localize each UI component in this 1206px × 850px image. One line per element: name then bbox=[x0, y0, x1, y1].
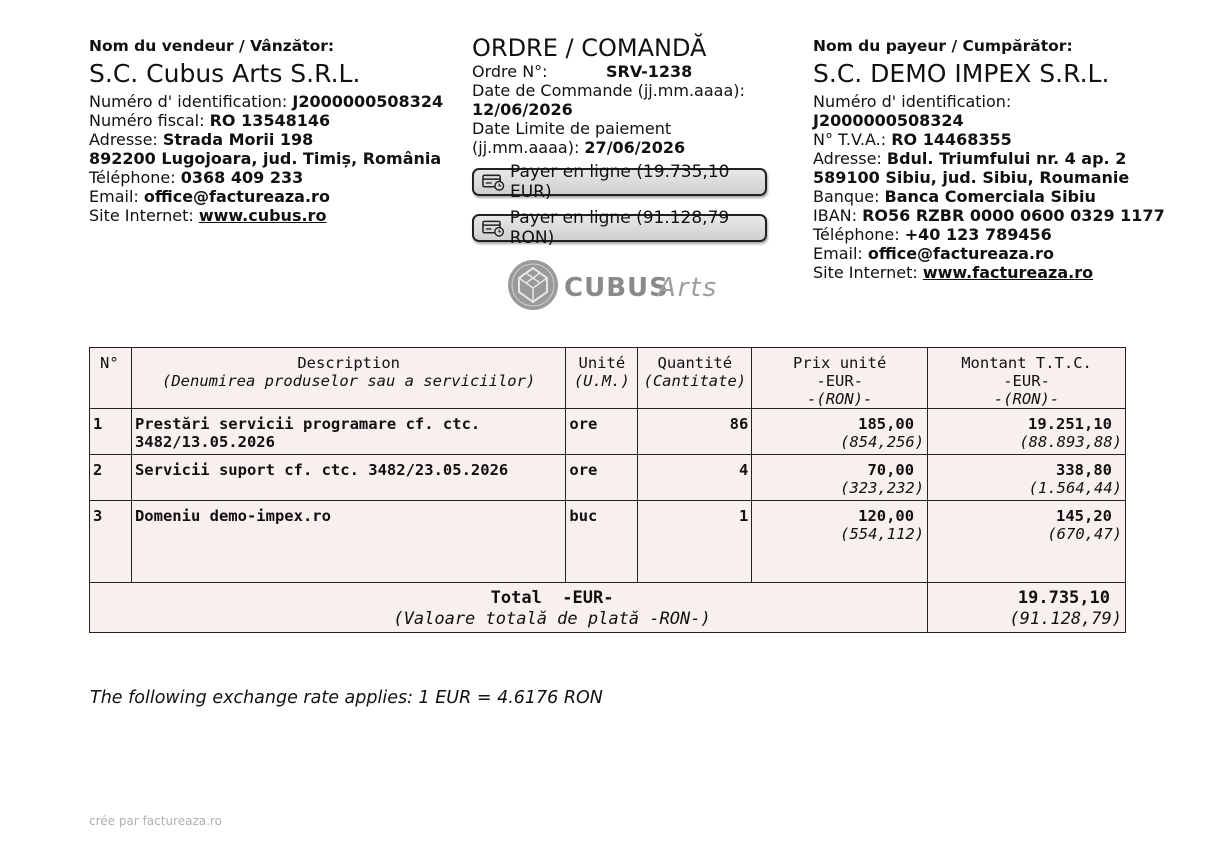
row-unit-price bbox=[752, 455, 928, 501]
exchange-rate-note: The following exchange rate applies: 1 EUR = 4.6176 RON bbox=[90, 688, 603, 708]
seller-id-value: J2000000508324 bbox=[292, 92, 444, 111]
table-row bbox=[90, 409, 1126, 455]
buyer-address-label: Adresse: bbox=[813, 149, 882, 168]
row-unit-price-eur: 120,00 bbox=[858, 507, 915, 525]
row-amount-eur: 338,80 bbox=[1056, 461, 1112, 479]
header-quantity bbox=[638, 348, 752, 409]
header-no bbox=[90, 348, 132, 409]
row-quantity: 4 bbox=[638, 455, 752, 501]
seller-name: S.C. Cubus Arts S.R.L. bbox=[89, 59, 361, 88]
seller-site-label: Site Internet: bbox=[89, 206, 194, 225]
buyer-iban-label: IBAN: bbox=[813, 206, 857, 225]
buyer-vat-label: N° T.V.A.: bbox=[813, 130, 887, 149]
header-unit-sub: (U.M.) bbox=[573, 372, 630, 390]
row-unit: buc bbox=[566, 501, 638, 583]
row-description bbox=[131, 455, 565, 501]
row-quantity: 1 bbox=[638, 501, 752, 583]
order-number-label: Ordre N°: bbox=[472, 62, 548, 81]
buyer-vat-value: RO 14468355 bbox=[891, 130, 1012, 149]
header-unit-price-eur: -EUR- bbox=[816, 372, 864, 390]
row-unit: ore bbox=[566, 409, 638, 455]
row-amount-ron: (670,47) bbox=[1047, 525, 1122, 543]
header-unit-price-label: Prix unité bbox=[793, 354, 887, 372]
seller-address-line1: Strada Morii 198 bbox=[162, 130, 314, 149]
row-unit: ore bbox=[566, 455, 638, 501]
order-due-label-line2: (jj.mm.aaaa): bbox=[472, 138, 580, 157]
seller-tax-label: Numéro fiscal: bbox=[89, 111, 205, 130]
total-amount-cell bbox=[928, 583, 1126, 633]
total-label-cell bbox=[90, 583, 928, 633]
total-eur: 19.735,10 bbox=[1017, 588, 1110, 608]
row-amount-ron: (1.564,44) bbox=[1028, 479, 1122, 497]
seller-block bbox=[89, 37, 443, 225]
row-amount-eur: 19.251,10 bbox=[1028, 415, 1112, 433]
buyer-bank-label: Banque: bbox=[813, 187, 880, 206]
order-title: ORDRE / COMANDĂ bbox=[472, 34, 707, 62]
buyer-iban-value: RO56 RZBR 0000 0600 0329 1177 bbox=[862, 206, 1165, 225]
items-table bbox=[89, 347, 1126, 633]
buyer-id-value: J2000000508324 bbox=[813, 111, 964, 130]
buyer-site-label: Site Internet: bbox=[813, 263, 918, 282]
row-unit-price bbox=[752, 501, 928, 583]
pay-online-ron-button[interactable] bbox=[472, 208, 767, 248]
seller-email-value: office@factureaza.ro bbox=[143, 187, 330, 206]
header-amount bbox=[928, 348, 1126, 409]
row-unit-price-ron: (323,232) bbox=[840, 479, 925, 497]
pay-online-eur-button[interactable] bbox=[472, 162, 767, 202]
header-amount-ron: -(RON)- bbox=[993, 390, 1060, 408]
buyer-details bbox=[813, 92, 1165, 282]
order-block bbox=[472, 34, 745, 157]
buyer-block bbox=[813, 37, 1165, 282]
seller-id-label: Numéro d' identification: bbox=[89, 92, 288, 111]
total-row bbox=[90, 583, 1126, 633]
total-ron: (91.128,79) bbox=[1009, 609, 1122, 629]
buyer-bank-value: Banca Comerciala Sibiu bbox=[884, 187, 1096, 206]
row-amount bbox=[928, 455, 1126, 501]
table-row bbox=[90, 455, 1126, 501]
buyer-address-line2: 589100 Sibiu, jud. Sibiu, Roumanie bbox=[813, 168, 1130, 187]
row-unit-price-eur: 185,00 bbox=[858, 415, 915, 433]
row-description-line1: Servicii suport cf. ctc. 3482/23.05.2026 bbox=[134, 461, 509, 479]
header-quantity-label: Quantité bbox=[657, 354, 733, 372]
seller-phone-value: 0368 409 233 bbox=[180, 168, 304, 187]
seller-details bbox=[89, 92, 443, 225]
header-amount-eur: -EUR- bbox=[1003, 372, 1050, 390]
row-unit-price bbox=[752, 409, 928, 455]
header-description-sub: (Denumirea produselor sau a serviciilor) bbox=[162, 372, 536, 390]
buyer-name: S.C. DEMO IMPEX S.R.L. bbox=[813, 59, 1110, 88]
row-quantity: 86 bbox=[638, 409, 752, 455]
seller-email-label: Email: bbox=[89, 187, 139, 206]
header-quantity-sub: (Cantitate) bbox=[643, 372, 747, 390]
pay-online-ron-label: Payer en ligne (91.128,79 RON) bbox=[509, 208, 730, 248]
buyer-heading: Nom du payeur / Cumpărător: bbox=[813, 37, 1073, 55]
row-description-line1: Prestări servicii programare cf. ctc. bbox=[134, 415, 481, 433]
table-header-row bbox=[90, 348, 1126, 409]
header-unit-price bbox=[752, 348, 928, 409]
row-no: 2 bbox=[90, 455, 132, 501]
order-number-value: SRV-1238 bbox=[606, 62, 693, 81]
header-amount-label: Montant T.T.C. bbox=[961, 354, 1092, 372]
order-date-label: Date de Commande (jj.mm.aaaa): bbox=[472, 81, 745, 100]
header-description bbox=[131, 348, 565, 409]
row-amount-ron: (88.893,88) bbox=[1019, 433, 1122, 451]
buyer-email-label: Email: bbox=[813, 244, 863, 263]
seller-site-link[interactable]: www.cubus.ro bbox=[198, 206, 327, 225]
header-description-label: Description bbox=[297, 354, 400, 372]
card-payment-icon bbox=[482, 172, 505, 192]
row-unit-price-ron: (554,112) bbox=[840, 525, 925, 543]
buyer-phone-label: Téléphone: bbox=[813, 225, 900, 244]
card-payment-icon bbox=[482, 218, 505, 238]
row-amount bbox=[928, 501, 1126, 583]
row-amount-eur: 145,20 bbox=[1056, 507, 1112, 525]
header-no-label: N° bbox=[100, 354, 119, 372]
order-details bbox=[472, 62, 745, 157]
total-label-ron: (Valoare totală de plată -RON-) bbox=[393, 609, 711, 629]
cubus-arts-logo bbox=[506, 258, 742, 312]
pay-online-eur-label: Payer en ligne (19.735,10 EUR) bbox=[509, 162, 730, 202]
row-description bbox=[131, 409, 565, 455]
total-label: Total -EUR- bbox=[490, 588, 614, 608]
seller-address-line2: 892200 Lugojoara, jud. Timiș, România bbox=[89, 149, 442, 168]
header-unit bbox=[566, 348, 638, 409]
seller-address-label: Adresse: bbox=[89, 130, 158, 149]
order-due-label-line1: Date Limite de paiement bbox=[472, 119, 672, 138]
buyer-phone-value: +40 123 789456 bbox=[904, 225, 1052, 244]
seller-tax-value: RO 13548146 bbox=[209, 111, 331, 130]
order-date-value: 12/06/2026 bbox=[472, 100, 573, 119]
buyer-address-line1: Bdul. Triumfului nr. 4 ap. 2 bbox=[886, 149, 1127, 168]
svg-text:Arts: Arts bbox=[658, 273, 719, 303]
row-unit-price-ron: (854,256) bbox=[840, 433, 925, 451]
row-no: 1 bbox=[90, 409, 132, 455]
row-amount bbox=[928, 409, 1126, 455]
credit-footer: crée par factureaza.ro bbox=[89, 814, 222, 828]
row-no: 3 bbox=[90, 501, 132, 583]
row-description bbox=[131, 501, 565, 583]
table-row bbox=[90, 501, 1126, 583]
order-due-value: 27/06/2026 bbox=[584, 138, 686, 157]
header-unit-price-ron: -(RON)- bbox=[807, 390, 873, 408]
svg-text:CUBUS: CUBUS bbox=[564, 273, 669, 303]
row-description-line2: 3482/13.05.2026 bbox=[134, 433, 275, 451]
seller-heading: Nom du vendeur / Vânzător: bbox=[89, 37, 335, 55]
row-unit-price-eur: 70,00 bbox=[867, 461, 915, 479]
buyer-id-label: Numéro d' identification: bbox=[813, 92, 1012, 111]
seller-phone-label: Téléphone: bbox=[89, 168, 176, 187]
buyer-email-value: office@factureaza.ro bbox=[867, 244, 1054, 263]
row-description-line1: Domeniu demo-impex.ro bbox=[134, 507, 331, 525]
header-unit-label: Unité bbox=[578, 354, 626, 372]
buyer-site-link[interactable]: www.factureaza.ro bbox=[922, 263, 1094, 282]
